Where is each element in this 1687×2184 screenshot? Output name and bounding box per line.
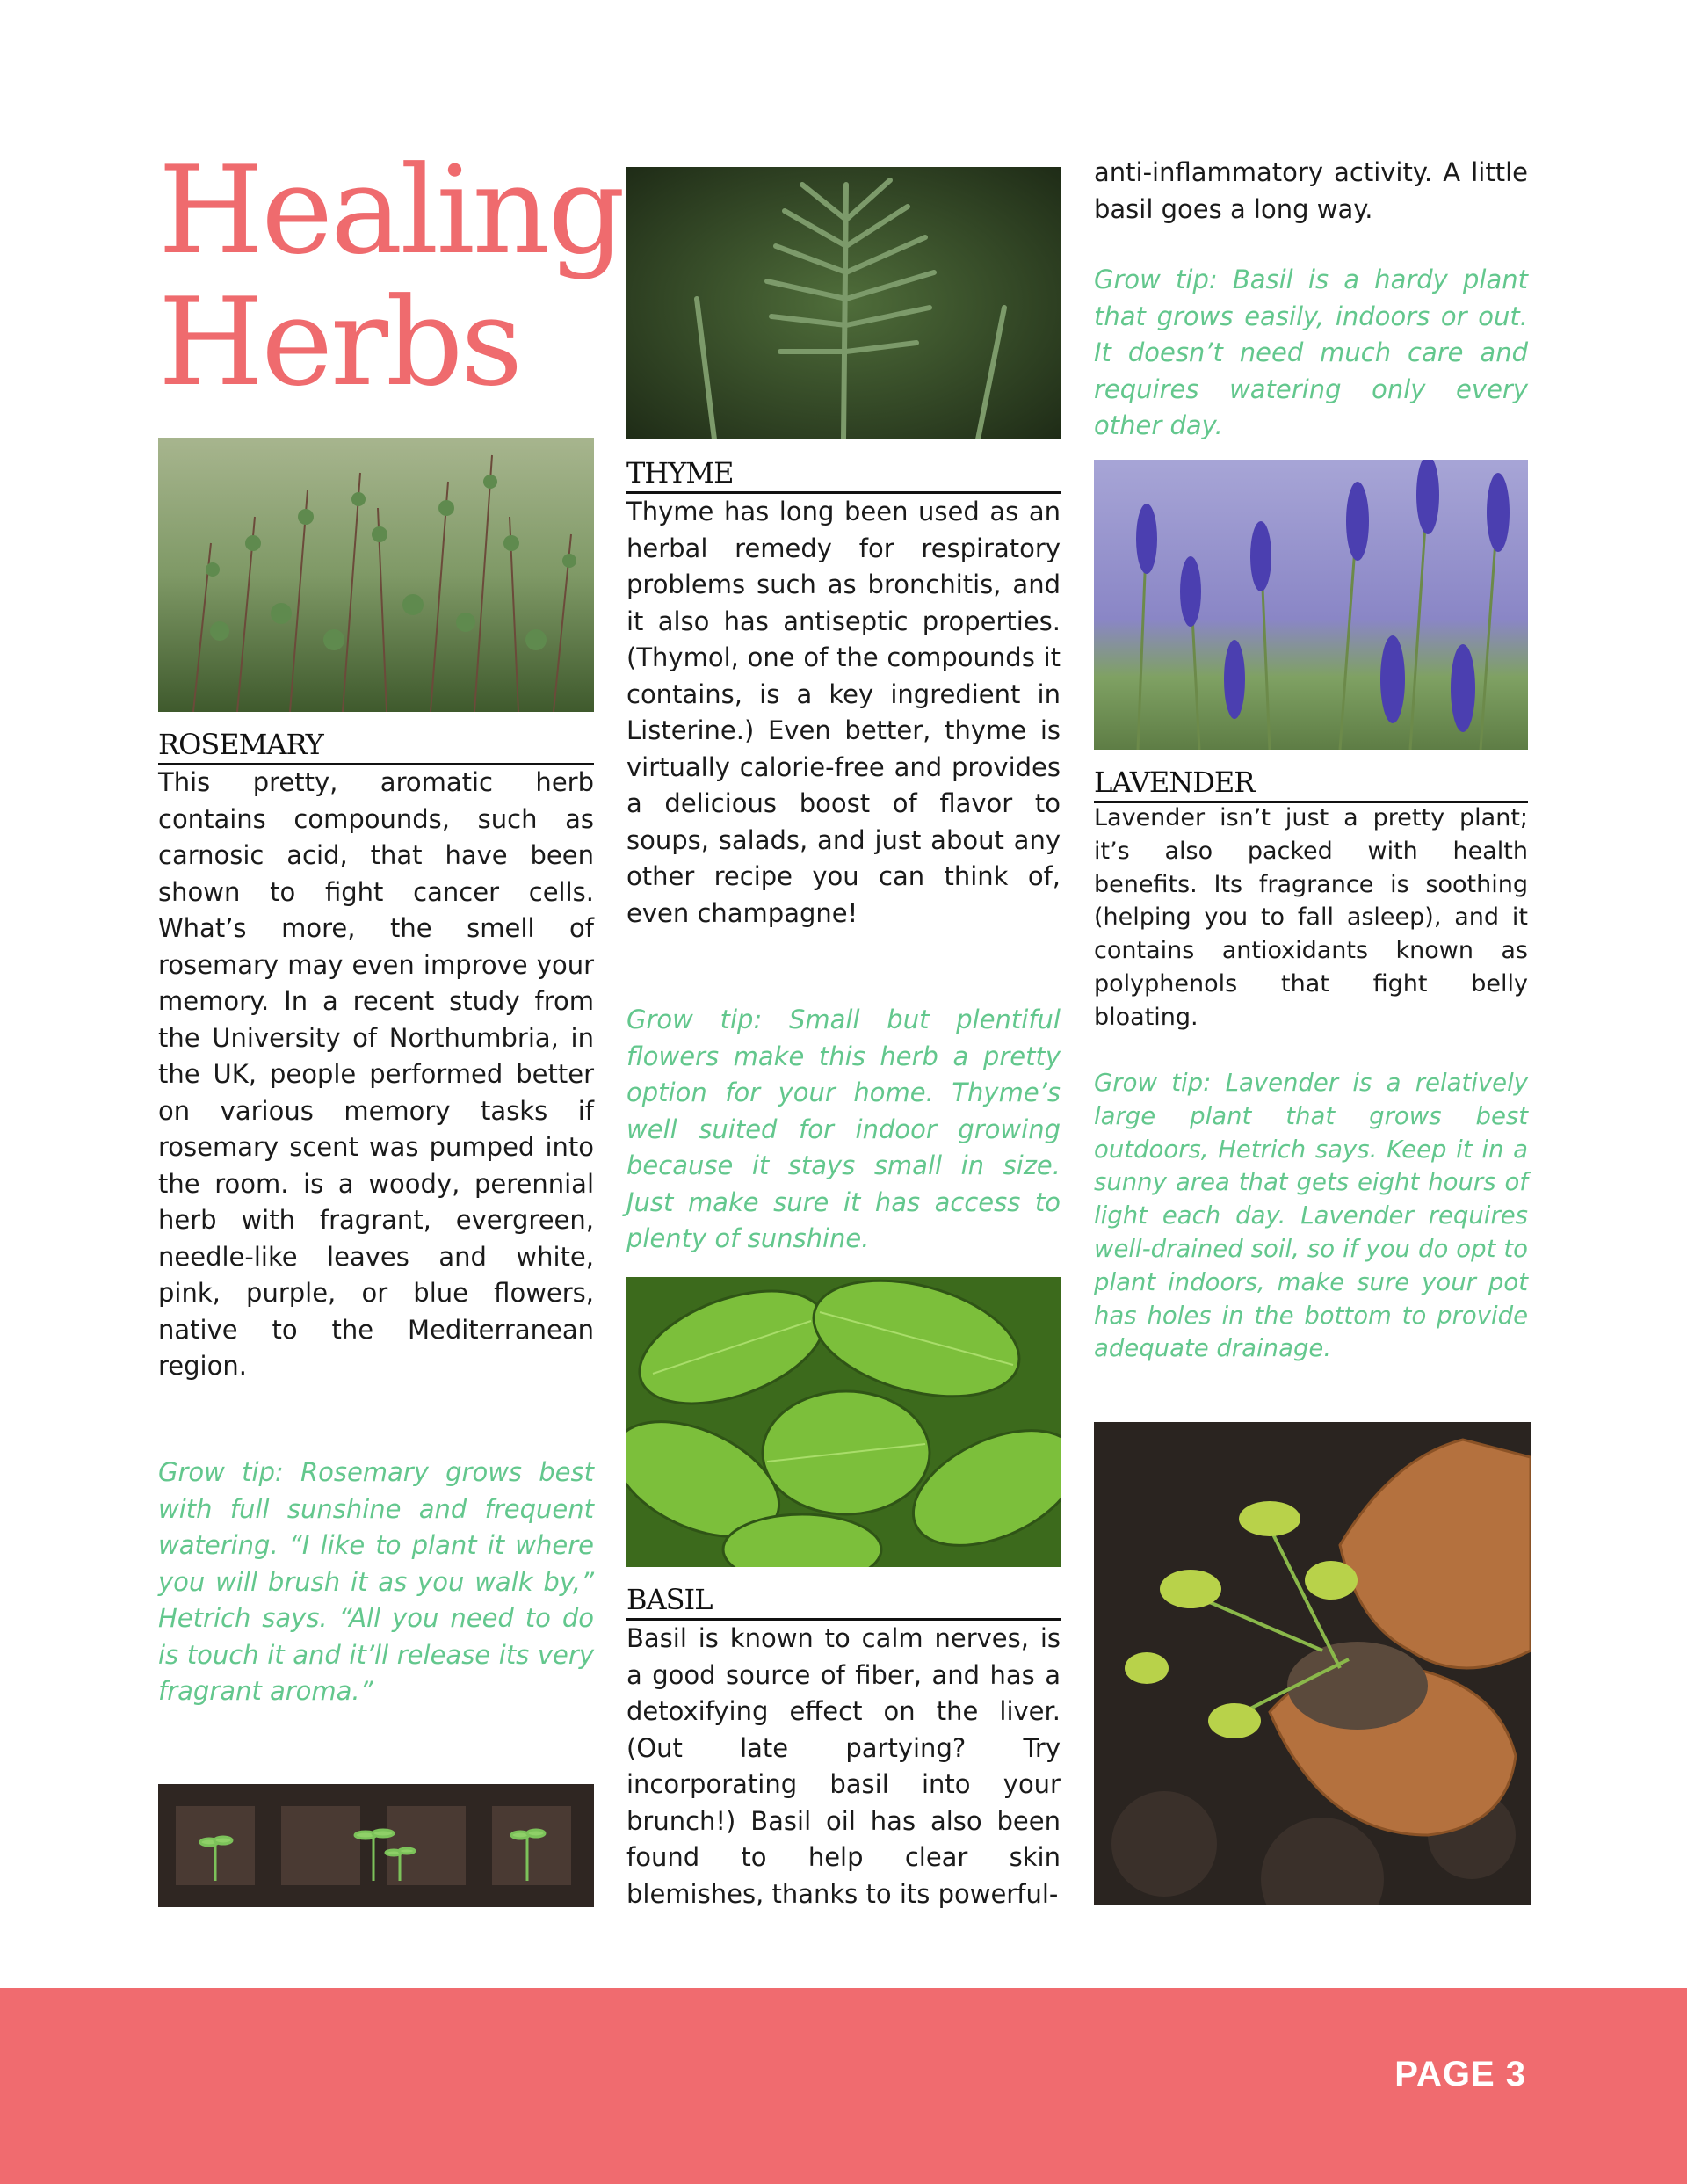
title-line-1: Healing — [158, 140, 623, 281]
basil-grow-tip: Grow tip: Basil is a hardy plant that grows easily, indoors or out. It doesn’t need much care and requires watering only every other day. — [1094, 265, 1528, 440]
lavender-heading: LAVENDER — [1094, 765, 1528, 803]
rosemary-photo — [626, 167, 1061, 439]
thyme-photo — [158, 438, 594, 712]
lavender-body: Lavender isn’t just a pretty plant; it’s also packed with health benefits. Its fragrance is soothing (helping you to fall asleep), and it contains antioxidants known as polyphenols that fight belly bloating. — [1094, 804, 1528, 1031]
page-title — [158, 140, 623, 413]
basil-photo — [626, 1277, 1061, 1567]
basil-body-continued: anti-inflammatory activity. A little basil goes a long way. — [1094, 157, 1528, 224]
thyme-grow-tip: Grow tip: Small but plentiful flowers make this herb a pretty option for your home. Thyme’s well suited for indoor growing because it stays small in size. Just make sure it has access to plenty of sunshine. — [626, 1005, 1061, 1253]
hands-planting-photo — [1094, 1422, 1531, 1905]
title-line-2: Herbs — [158, 272, 521, 413]
thyme-body: Thyme has long been used as an herbal remedy for respiratory problems such as bronchitis, and it also has antiseptic properties. (Thymol, one of the compounds it contains, is a key ingredient in Listerine.) Even better, thyme is virtually calorie-free and provides a delicious boost of flavor to soups, salads, and just about any other recipe you can think of, even champagne! — [626, 497, 1061, 928]
basil-heading: BASIL — [626, 1582, 1061, 1621]
seedling-tray-photo — [158, 1784, 594, 1907]
rosemary-heading: ROSEMARY — [158, 727, 594, 765]
thyme-heading: THYME — [626, 455, 1061, 494]
rosemary-body: This pretty, aromatic herb contains compounds, such as carnosic acid, that have been shown to fight cancer cells. What’s more, the smell of rosemary may even improve your memory. In a recent study from the University of Northumbria, in the UK, people performed better on various memory tasks if rosemary scent was pumped into the room. is a woody, perennial herb with fragrant, evergreen, needle-like leaves and white, pink, purple, or blue flowers, native to the Mediterranean region. — [158, 767, 594, 1381]
basil-body: Basil is known to calm nerves, is a good source of fiber, and has a detoxifying effect on the liver. (Out late partying? Try incorporating basil into your brunch!) Basil oil has also been found to help clear skin blemishes, thanks to its powerful- — [626, 1623, 1061, 1909]
page-number: PAGE 3 — [1394, 2055, 1526, 2093]
lavender-photo — [1094, 460, 1528, 750]
rosemary-grow-tip: Grow tip: Rosemary grows best with full sunshine and frequent watering. “I like to plant it where you will brush it as you walk by,” Hetrich says. “All you need to do is touch it and it’ll release its very fragrant aroma.” — [158, 1457, 594, 1706]
lavender-grow-tip: Grow tip: Lavender is a relatively large plant that grows best outdoors, Hetrich says. Keep it in a sunny area that gets eight hours of light each day. Lavender requires well-drained soil, so if you do opt to plant indoors, make sure your pot has holes in the bottom to provide adequate drainage. — [1094, 1069, 1528, 1363]
